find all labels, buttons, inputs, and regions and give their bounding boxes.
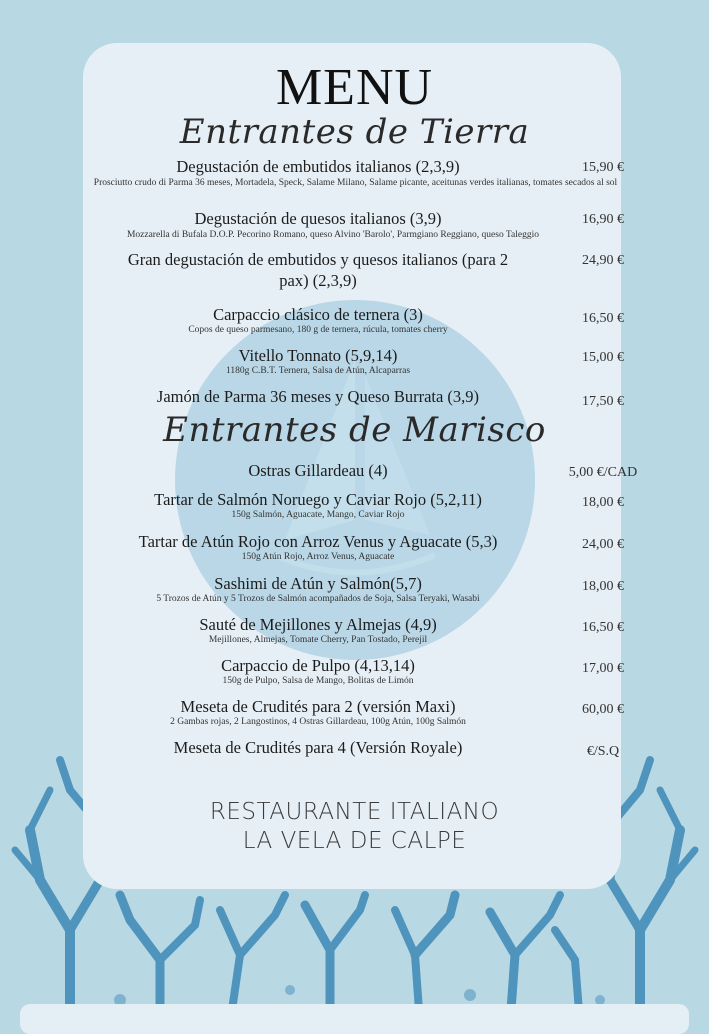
- dish-price: 16,50 €: [582, 311, 624, 326]
- dish-name: Sashimi de Atún y Salmón(5,7): [214, 574, 422, 593]
- dish-description: 150g Salmón, Aguacate, Mango, Caviar Rojo: [231, 510, 405, 520]
- dish-price: 24,90 €: [582, 253, 624, 268]
- dish-price: 15,00 €: [582, 350, 624, 365]
- dish-price: 5,00 €/CAD: [568, 465, 638, 480]
- dish-name: Ostras Gillardeau (4): [248, 461, 388, 480]
- dish-price: 15,90 €: [582, 160, 624, 175]
- dish-name: Vitello Tonnato (5,9,14): [238, 346, 398, 365]
- dish-price: 18,00 €: [582, 495, 624, 510]
- dish-price: €/S.Q: [586, 744, 620, 759]
- section-heading-tierra: Entrantes de Tierra: [179, 112, 530, 152]
- dish-price: 17,00 €: [582, 661, 624, 676]
- dish-description: Mozzarella di Bufala D.O.P. Pecorino Romano, queso Alvino 'Barolo', Parmgiano Reggiano, queso Taleggio: [126, 230, 540, 240]
- dish-name: Carpaccio clásico de ternera (3): [213, 305, 423, 324]
- dish-description: 1180g C.B.T. Ternera, Salsa de Atún, Alcaparras: [225, 366, 411, 376]
- next-page-edge: [20, 1004, 689, 1034]
- dish-description: Mejillones, Almejas, Tomate Cherry, Pan Tostado, Perejil: [208, 635, 428, 645]
- dish-price: 17,50 €: [582, 394, 624, 409]
- dish-name: Meseta de Crudités para 2 (versión Maxi): [180, 697, 456, 716]
- dish-description: 150g Atún Rojo, Arroz Venus, Aguacate: [241, 552, 395, 562]
- dish-name: Tartar de Atún Rojo con Arroz Venus y Aguacate (5,3): [138, 532, 498, 551]
- dish-price: 18,00 €: [582, 579, 624, 594]
- dish-description: Copos de queso parmesano, 180 g de ternera, rúcula, tomates cherry: [188, 325, 448, 335]
- section-heading-marisco: Entrantes de Marisco: [163, 410, 546, 450]
- restaurant-name-line2: LA VELA DE CALPE: [242, 828, 467, 854]
- dish-price: 24,00 €: [582, 537, 624, 552]
- dish-name: Degustación de embutidos italianos (2,3,9): [176, 157, 460, 176]
- dish-description: 150g de Pulpo, Salsa de Mango, Bolitas de Limón: [222, 676, 414, 686]
- dish-price: 16,50 €: [582, 620, 624, 635]
- dish-name: Meseta de Crudités para 4 (Versión Royale): [173, 738, 463, 757]
- dish-name: Sauté de Mejillones y Almejas (4,9): [199, 615, 437, 634]
- dish-description: 5 Trozos de Atún y 5 Trozos de Salmón acompañados de Soja, Salsa Teryaki, Wasabi: [156, 594, 480, 604]
- dish-description: Prosciutto crudo di Parma 36 meses, Mortadela, Speck, Salame Milano, Salame picante, aceitunas verdes italianas, tomates secados al sol: [93, 178, 618, 188]
- dish-description: 2 Gambas rojas, 2 Langostinos, 4 Ostras Gillardeau, 100g Atún, 100g Salmón: [170, 717, 466, 727]
- dish-name: Gran degustación de embutidos y quesos italianos (para 2 pax) (2,3,9): [127, 250, 509, 290]
- menu-title: MENU: [275, 59, 434, 116]
- dish-name: Jamón de Parma 36 meses y Queso Burrata (3,9): [156, 387, 480, 406]
- dish-name: Tartar de Salmón Noruego y Caviar Rojo (5,2,11): [154, 490, 482, 509]
- restaurant-name-line1: RESTAURANTE ITALIANO: [209, 799, 500, 825]
- dish-name: Carpaccio de Pulpo (4,13,14): [221, 656, 415, 675]
- dish-price: 16,90 €: [582, 212, 624, 227]
- dish-price: 60,00 €: [582, 702, 624, 717]
- dish-name: Degustación de quesos italianos (3,9): [194, 209, 442, 228]
